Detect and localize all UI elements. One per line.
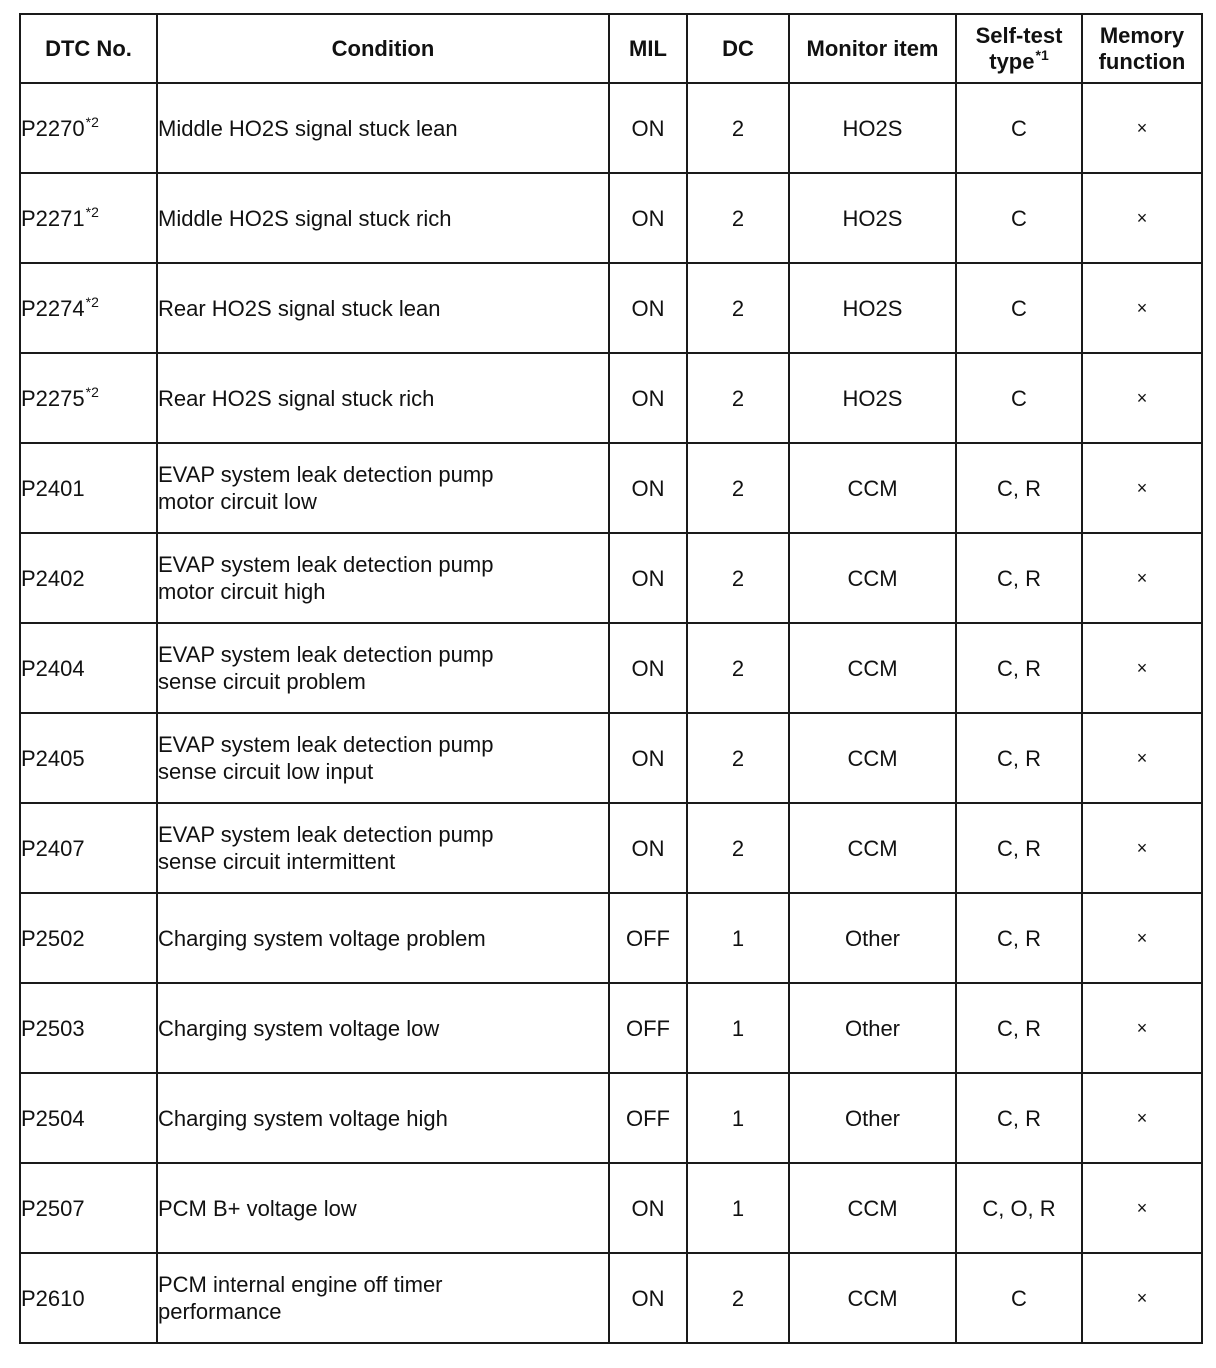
condition-line2: performance (158, 1299, 282, 1324)
memory-function-cell: × (1082, 803, 1202, 893)
condition-cell: PCM B+ voltage low (157, 1163, 609, 1253)
memory-function-cell: × (1082, 1163, 1202, 1253)
dtc-code: P2402 (21, 565, 85, 591)
condition-line1: EVAP system leak detection pump (158, 552, 494, 577)
dc-cell: 1 (687, 893, 789, 983)
dtc-code-cell (20, 623, 157, 713)
memory-function-cell: × (1082, 1253, 1202, 1343)
mil-cell: ON (609, 623, 687, 713)
condition-cell: Rear HO2S signal stuck lean (157, 263, 609, 353)
self-test-type-cell: C (956, 263, 1082, 353)
mil-cell: ON (609, 443, 687, 533)
dtc-code-cell (20, 1073, 157, 1163)
dtc-code-cell (20, 83, 157, 173)
mil-cell: ON (609, 353, 687, 443)
header-self-test-line2: type (989, 48, 1035, 74)
mil-cell: ON (609, 803, 687, 893)
memory-function-cell: × (1082, 893, 1202, 983)
self-test-type-cell: C, R (956, 713, 1082, 803)
table-row (20, 83, 1202, 173)
condition-cell: Rear HO2S signal stuck rich (157, 353, 609, 443)
dtc-code: P2401 (21, 475, 85, 501)
self-test-type-cell: C, R (956, 983, 1082, 1073)
dtc-footnote: *2 (85, 293, 99, 310)
condition-cell (157, 1253, 609, 1343)
header-memory-function (1082, 14, 1202, 83)
dc-cell: 2 (687, 713, 789, 803)
dtc-code: P2405 (21, 745, 85, 771)
table-row (20, 713, 1202, 803)
monitor-item-cell: Other (789, 893, 956, 983)
dtc-code-cell (20, 983, 157, 1073)
monitor-item-cell: CCM (789, 443, 956, 533)
monitor-item-cell: CCM (789, 1253, 956, 1343)
self-test-type-cell: C (956, 83, 1082, 173)
header-mil: MIL (609, 14, 687, 83)
dtc-code-cell (20, 263, 157, 353)
header-monitor-item: Monitor item (789, 14, 956, 83)
condition-cell: Middle HO2S signal stuck rich (157, 173, 609, 263)
dtc-code: P2274 (21, 295, 85, 321)
self-test-type-cell: C (956, 173, 1082, 263)
condition-cell (157, 533, 609, 623)
mil-cell: ON (609, 263, 687, 353)
header-self-test-footnote: *1 (1035, 46, 1049, 63)
dtc-footnote: *2 (85, 203, 99, 220)
mil-cell: ON (609, 1253, 687, 1343)
mil-cell: ON (609, 713, 687, 803)
mil-cell: ON (609, 83, 687, 173)
table-row (20, 623, 1202, 713)
dtc-code-cell (20, 893, 157, 983)
dtc-code: P2504 (21, 1105, 85, 1131)
dtc-code-cell (20, 443, 157, 533)
mil-cell: ON (609, 173, 687, 263)
memory-function-cell: × (1082, 1073, 1202, 1163)
header-self-test-type (956, 14, 1082, 83)
monitor-item-cell: CCM (789, 713, 956, 803)
dtc-code: P2404 (21, 655, 85, 681)
dc-cell: 2 (687, 533, 789, 623)
self-test-type-cell: C, R (956, 1073, 1082, 1163)
condition-cell (157, 713, 609, 803)
table-row (20, 353, 1202, 443)
monitor-item-cell: HO2S (789, 173, 956, 263)
condition-line1: EVAP system leak detection pump (158, 642, 494, 667)
memory-function-cell: × (1082, 83, 1202, 173)
memory-function-cell: × (1082, 263, 1202, 353)
monitor-item-cell: Other (789, 983, 956, 1073)
condition-cell: Charging system voltage low (157, 983, 609, 1073)
memory-function-cell: × (1082, 983, 1202, 1073)
dc-cell: 2 (687, 263, 789, 353)
dtc-code: P2503 (21, 1015, 85, 1041)
header-memory-line2: function (1098, 48, 1186, 74)
condition-line2: sense circuit problem (158, 669, 366, 694)
condition-cell: Middle HO2S signal stuck lean (157, 83, 609, 173)
condition-line1: EVAP system leak detection pump (158, 732, 494, 757)
dc-cell: 1 (687, 1073, 789, 1163)
dc-cell: 2 (687, 173, 789, 263)
dtc-code-cell (20, 803, 157, 893)
condition-cell: Charging system voltage high (157, 1073, 609, 1163)
dtc-footnote: *2 (85, 113, 99, 130)
monitor-item-cell: Other (789, 1073, 956, 1163)
condition-cell (157, 803, 609, 893)
monitor-item-cell: CCM (789, 803, 956, 893)
mil-cell: ON (609, 1163, 687, 1253)
dtc-code: P2270 (21, 115, 85, 141)
dc-cell: 2 (687, 623, 789, 713)
mil-cell: OFF (609, 1073, 687, 1163)
mil-cell: OFF (609, 983, 687, 1073)
monitor-item-cell: HO2S (789, 353, 956, 443)
condition-line1: PCM internal engine off timer (158, 1272, 443, 1297)
self-test-type-cell: C (956, 1253, 1082, 1343)
memory-function-cell: × (1082, 713, 1202, 803)
table-row (20, 1073, 1202, 1163)
dtc-code: P2275 (21, 385, 85, 411)
header-row (20, 14, 1202, 83)
condition-line1: EVAP system leak detection pump (158, 822, 494, 847)
self-test-type-cell: C, R (956, 803, 1082, 893)
dtc-code-cell (20, 1253, 157, 1343)
table-row (20, 893, 1202, 983)
monitor-item-cell: CCM (789, 623, 956, 713)
dc-cell: 2 (687, 83, 789, 173)
dtc-code: P2507 (21, 1195, 85, 1221)
table-row (20, 443, 1202, 533)
mil-cell: OFF (609, 893, 687, 983)
memory-function-cell: × (1082, 443, 1202, 533)
monitor-item-cell: HO2S (789, 263, 956, 353)
table-row (20, 803, 1202, 893)
dtc-code: P2502 (21, 925, 85, 951)
self-test-type-cell: C (956, 353, 1082, 443)
dtc-code: P2407 (21, 835, 85, 861)
dtc-code-cell (20, 533, 157, 623)
dc-cell: 1 (687, 1163, 789, 1253)
memory-function-cell: × (1082, 533, 1202, 623)
dc-cell: 2 (687, 443, 789, 533)
table-row (20, 983, 1202, 1073)
header-condition: Condition (157, 14, 609, 83)
dtc-code-cell (20, 173, 157, 263)
memory-function-cell: × (1082, 173, 1202, 263)
self-test-type-cell: C, R (956, 893, 1082, 983)
dc-cell: 2 (687, 353, 789, 443)
header-dc: DC (687, 14, 789, 83)
dtc-code: P2610 (21, 1285, 85, 1311)
condition-cell (157, 443, 609, 533)
header-self-test-line1: Self-test (975, 22, 1063, 48)
self-test-type-cell: C, R (956, 623, 1082, 713)
memory-function-cell: × (1082, 623, 1202, 713)
condition-line2: motor circuit low (158, 489, 317, 514)
header-memory-line1: Memory (1099, 22, 1185, 48)
dtc-footnote: *2 (85, 383, 99, 400)
dc-cell: 2 (687, 1253, 789, 1343)
table-row (20, 1163, 1202, 1253)
condition-line2: sense circuit low input (158, 759, 374, 784)
table-row (20, 173, 1202, 263)
dc-cell: 1 (687, 983, 789, 1073)
dc-cell: 2 (687, 803, 789, 893)
dtc-code-cell (20, 713, 157, 803)
condition-cell: Charging system voltage problem (157, 893, 609, 983)
condition-line2: motor circuit high (158, 579, 326, 604)
mil-cell: ON (609, 533, 687, 623)
table-row (20, 263, 1202, 353)
self-test-type-cell: C, O, R (956, 1163, 1082, 1253)
dtc-code: P2271 (21, 205, 85, 231)
dtc-code-cell (20, 353, 157, 443)
condition-line2: sense circuit intermittent (158, 849, 396, 874)
table-row (20, 1253, 1202, 1343)
condition-line1: EVAP system leak detection pump (158, 462, 494, 487)
self-test-type-cell: C, R (956, 533, 1082, 623)
monitor-item-cell: CCM (789, 1163, 956, 1253)
self-test-type-cell: C, R (956, 443, 1082, 533)
dtc-table-container (19, 13, 1203, 1344)
header-self-test-line2-wrap (957, 46, 1081, 75)
dtc-table (19, 13, 1203, 1344)
monitor-item-cell: CCM (789, 533, 956, 623)
table-body (20, 83, 1202, 1343)
condition-cell (157, 623, 609, 713)
memory-function-cell: × (1082, 353, 1202, 443)
header-dtc-no: DTC No. (20, 14, 157, 83)
dtc-code-cell (20, 1163, 157, 1253)
table-row (20, 533, 1202, 623)
monitor-item-cell: HO2S (789, 83, 956, 173)
